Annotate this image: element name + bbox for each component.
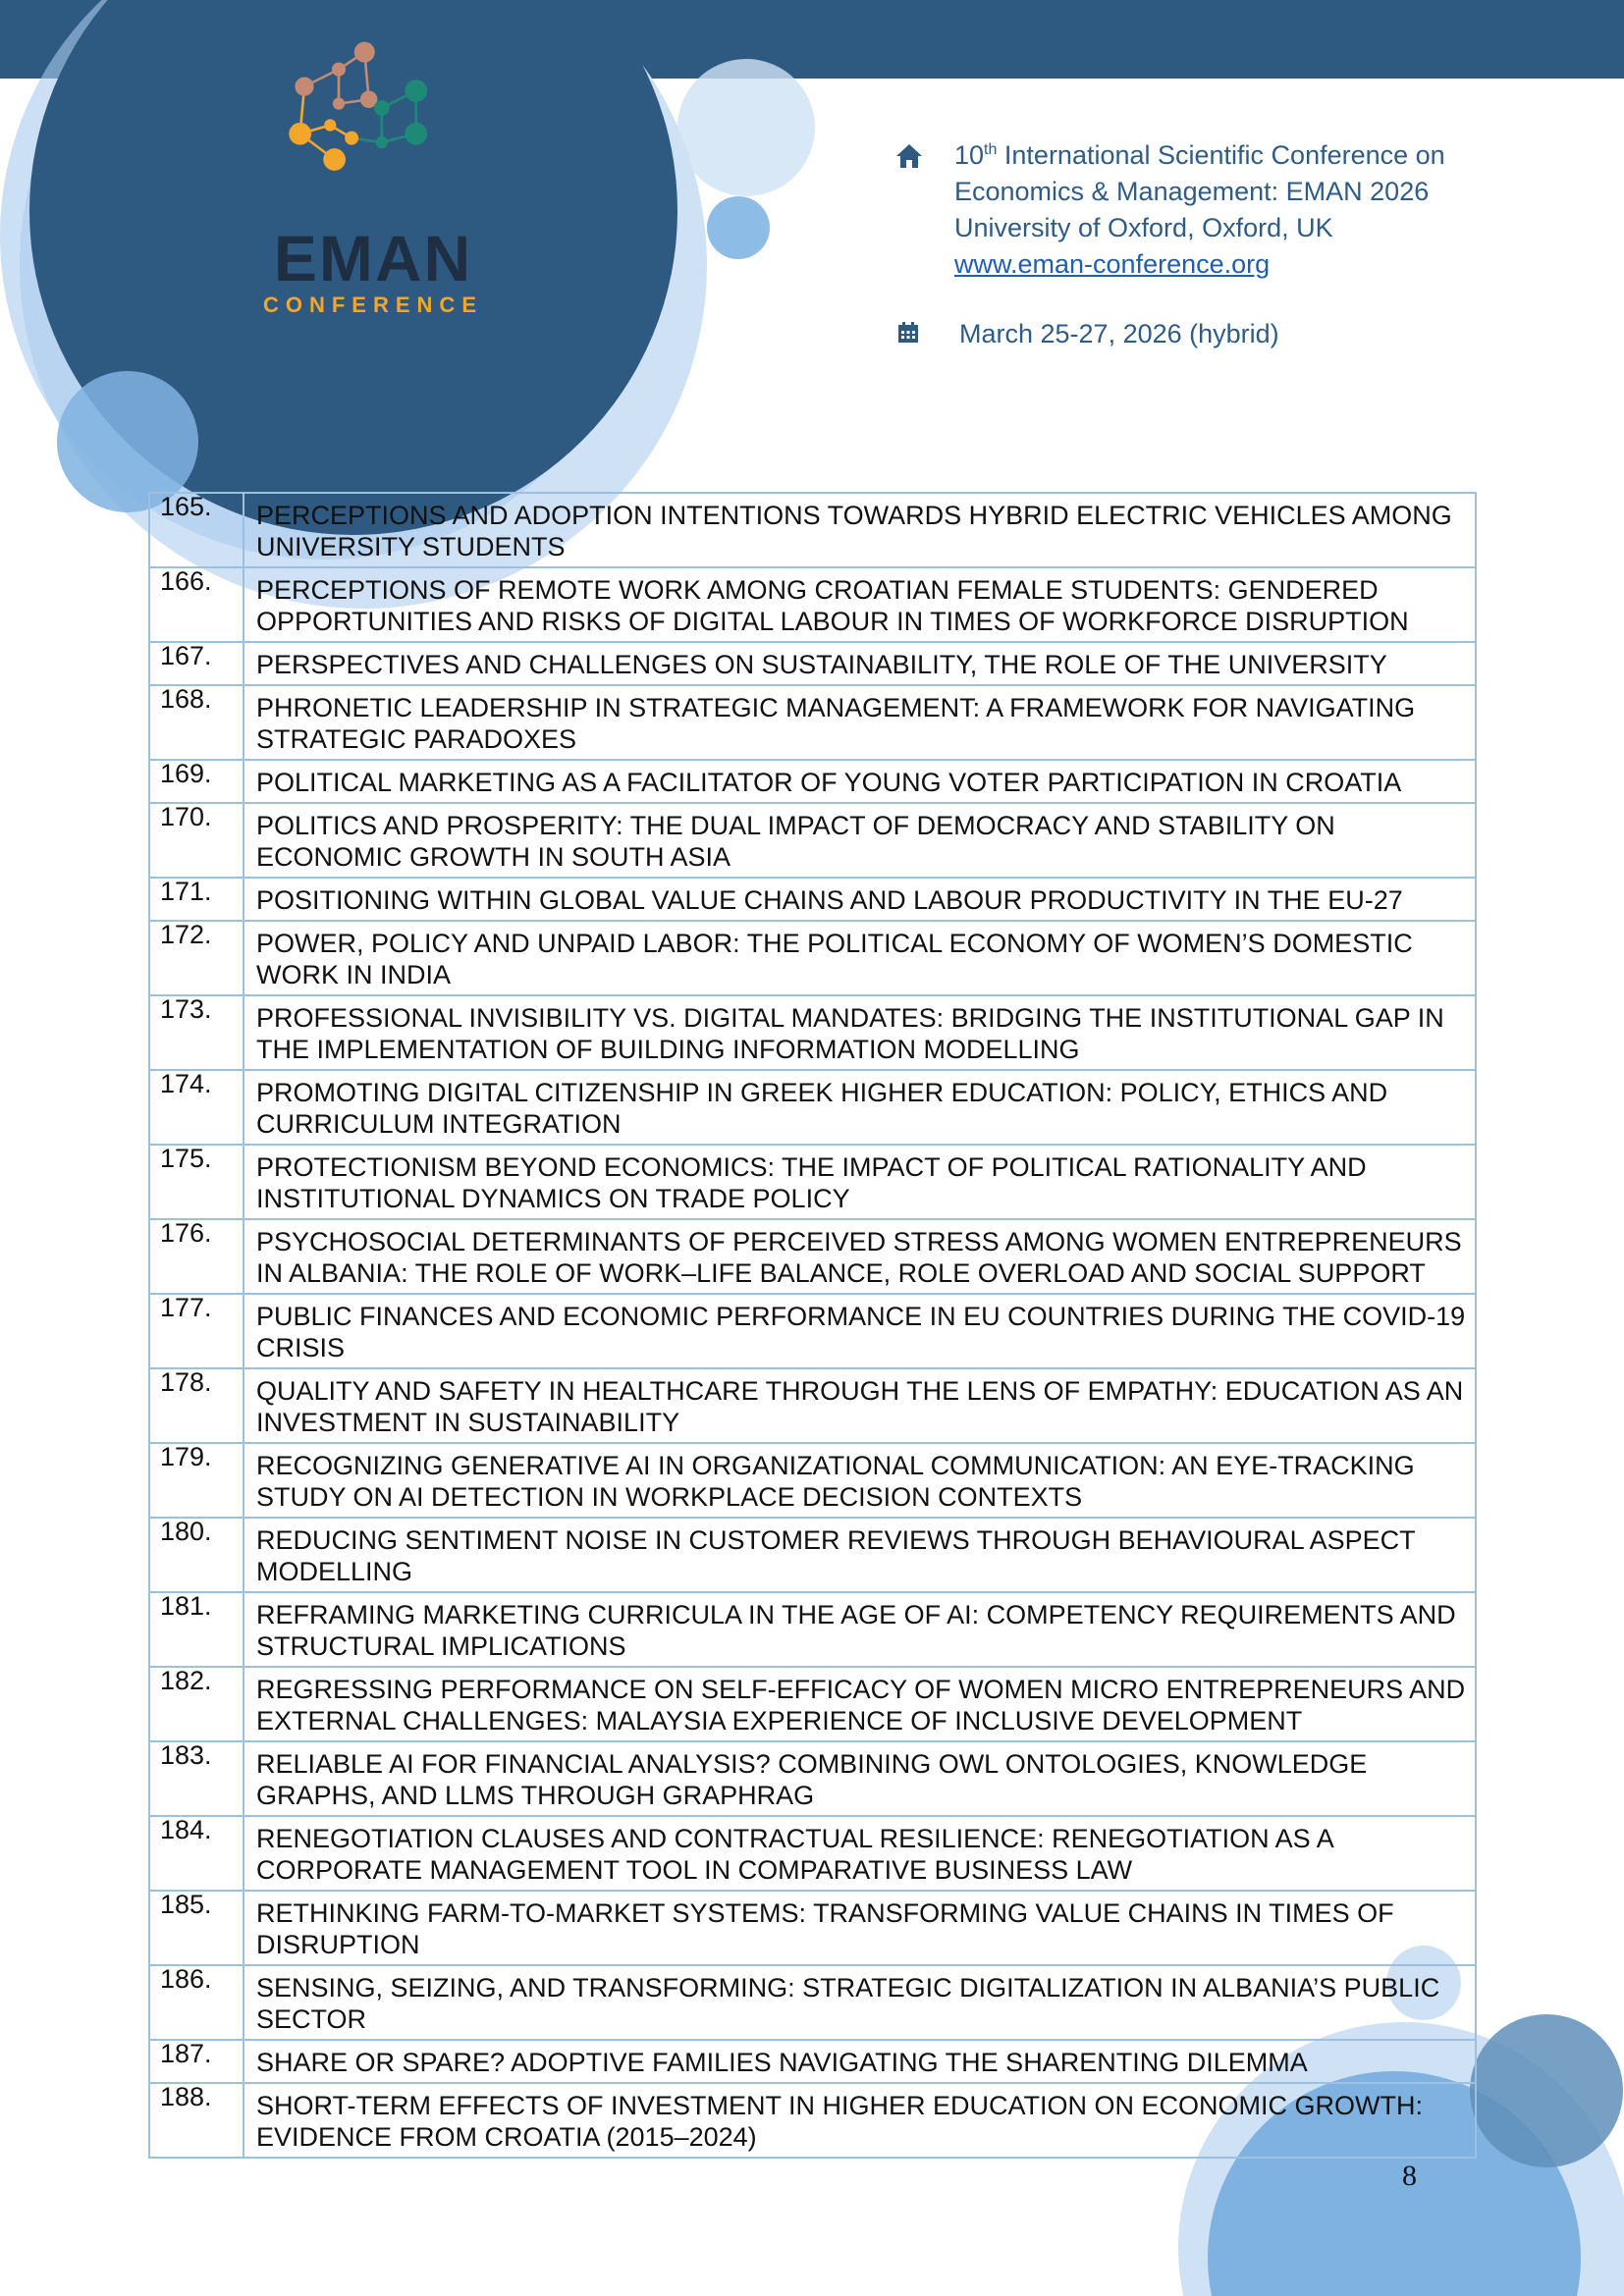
conference-title: International Scientific Conference on Economics & Management: EMAN 2026 bbox=[954, 140, 1445, 206]
paper-number: 165. bbox=[160, 492, 212, 521]
paper-title: SHARE OR SPARE? ADOPTIVE FAMILIES NAVIGATING THE SHARENTING DILEMMA bbox=[244, 2040, 1476, 2083]
paper-number: 170. bbox=[160, 802, 212, 831]
paper-title: PROTECTIONISM BEYOND ECONOMICS: THE IMPACT OF POLITICAL RATIONALITY AND INSTITUTIONAL DYNAMICS ON TRADE POLICY bbox=[244, 1145, 1476, 1219]
conference-ordinal: 10 bbox=[954, 140, 985, 170]
table-row bbox=[149, 2040, 1476, 2083]
paper-number: 179. bbox=[160, 1442, 212, 1471]
paper-list-table bbox=[148, 492, 1477, 2159]
table-row bbox=[149, 1592, 1476, 1667]
paper-number-cell bbox=[149, 1294, 244, 1368]
paper-number-cell bbox=[149, 1592, 244, 1667]
logo-subtitle: CONFERENCE bbox=[262, 293, 483, 317]
paper-number-cell bbox=[149, 642, 244, 685]
paper-number: 185. bbox=[160, 1890, 212, 1919]
paper-number-cell bbox=[149, 1965, 244, 2040]
paper-number-cell bbox=[149, 1368, 244, 1443]
conference-details bbox=[954, 137, 1504, 283]
table-row bbox=[149, 803, 1476, 878]
paper-number: 184. bbox=[160, 1815, 212, 1844]
paper-title: REDUCING SENTIMENT NOISE IN CUSTOMER REVIEWS THROUGH BEHAVIOURAL ASPECT MODELLING bbox=[244, 1518, 1476, 1592]
table-row bbox=[149, 1667, 1476, 1741]
paper-number-cell bbox=[149, 567, 244, 642]
paper-title: PERSPECTIVES AND CHALLENGES ON SUSTAINABILITY, THE ROLE OF THE UNIVERSITY bbox=[244, 642, 1476, 685]
paper-number: 187. bbox=[160, 2039, 212, 2068]
table-row bbox=[149, 1518, 1476, 1592]
paper-number: 178. bbox=[160, 1367, 212, 1397]
paper-title: POSITIONING WITHIN GLOBAL VALUE CHAINS AND LABOUR PRODUCTIVITY IN THE EU-27 bbox=[244, 878, 1476, 921]
paper-number-cell bbox=[149, 685, 244, 760]
paper-number-cell bbox=[149, 803, 244, 878]
paper-number: 183. bbox=[160, 1740, 212, 1770]
paper-number-cell bbox=[149, 493, 244, 567]
paper-number: 168. bbox=[160, 684, 212, 714]
paper-number-cell bbox=[149, 921, 244, 995]
paper-number: 188. bbox=[160, 2082, 212, 2111]
paper-title: POWER, POLICY AND UNPAID LABOR: THE POLITICAL ECONOMY OF WOMEN’S DOMESTIC WORK IN INDIA bbox=[244, 921, 1476, 995]
table-row bbox=[149, 567, 1476, 642]
paper-title: RENEGOTIATION CLAUSES AND CONTRACTUAL RESILIENCE: RENEGOTIATION AS A CORPORATE MANAGEMENT TOOL IN COMPARATIVE BUSINESS LAW bbox=[244, 1816, 1476, 1891]
paper-number-cell bbox=[149, 1145, 244, 1219]
paper-number-cell bbox=[149, 1891, 244, 1965]
paper-number-cell bbox=[149, 2083, 244, 2158]
table-row bbox=[149, 1219, 1476, 1294]
table-row bbox=[149, 1145, 1476, 1219]
conference-website-link[interactable]: www.eman-conference.org bbox=[954, 249, 1271, 279]
conference-ordinal-suffix: th bbox=[984, 141, 998, 158]
paper-number: 172. bbox=[160, 920, 212, 949]
paper-number: 176. bbox=[160, 1218, 212, 1248]
table-row bbox=[149, 685, 1476, 760]
paper-title: PERCEPTIONS AND ADOPTION INTENTIONS TOWARDS HYBRID ELECTRIC VEHICLES AMONG UNIVERSITY STUDENTS bbox=[244, 493, 1476, 567]
paper-title: PUBLIC FINANCES AND ECONOMIC PERFORMANCE IN EU COUNTRIES DURING THE COVID-19 CRISIS bbox=[244, 1294, 1476, 1368]
paper-number: 169. bbox=[160, 759, 212, 788]
page-number: 8 bbox=[1402, 2160, 1417, 2192]
table-row bbox=[149, 2083, 1476, 2158]
paper-number-cell bbox=[149, 878, 244, 921]
paper-number-cell bbox=[149, 1219, 244, 1294]
table-row bbox=[149, 1443, 1476, 1518]
paper-number: 182. bbox=[160, 1666, 212, 1695]
paper-number-cell bbox=[149, 1816, 244, 1891]
paper-title: PSYCHOSOCIAL DETERMINANTS OF PERCEIVED STRESS AMONG WOMEN ENTREPRENEURS IN ALBANIA: THE ROLE OF WORK–LIFE BALANCE, ROLE OVERLOAD AND SOCIAL SUPPORT bbox=[244, 1219, 1476, 1294]
paper-title: RETHINKING FARM-TO-MARKET SYSTEMS: TRANSFORMING VALUE CHAINS IN TIMES OF DISRUPTION bbox=[244, 1891, 1476, 1965]
conference-dates: March 25-27, 2026 (hybrid) bbox=[959, 319, 1279, 348]
paper-number-cell bbox=[149, 1741, 244, 1816]
calendar-icon bbox=[897, 322, 919, 344]
table-row bbox=[149, 1816, 1476, 1891]
eman-logo-icon bbox=[275, 39, 471, 177]
paper-title: RELIABLE AI FOR FINANCIAL ANALYSIS? COMBINING OWL ONTOLOGIES, KNOWLEDGE GRAPHS, AND LLMS THROUGH GRAPHRAG bbox=[244, 1741, 1476, 1816]
table-row bbox=[149, 493, 1476, 567]
paper-number-cell bbox=[149, 760, 244, 803]
paper-number: 186. bbox=[160, 1964, 212, 1994]
home-icon bbox=[895, 143, 923, 169]
paper-number: 167. bbox=[160, 641, 212, 670]
table-row bbox=[149, 642, 1476, 685]
paper-number-cell bbox=[149, 1667, 244, 1741]
paper-title: PROMOTING DIGITAL CITIZENSHIP IN GREEK HIGHER EDUCATION: POLICY, ETHICS AND CURRICULUM INTEGRATION bbox=[244, 1070, 1476, 1145]
table-row bbox=[149, 1294, 1476, 1368]
paper-title: QUALITY AND SAFETY IN HEALTHCARE THROUGH THE LENS OF EMPATHY: EDUCATION AS AN INVESTMENT IN SUSTAINABILITY bbox=[244, 1368, 1476, 1443]
paper-number-cell bbox=[149, 995, 244, 1070]
table-row bbox=[149, 1891, 1476, 1965]
table-row bbox=[149, 1368, 1476, 1443]
table-row bbox=[149, 878, 1476, 921]
paper-title: POLITICAL MARKETING AS A FACILITATOR OF YOUNG VOTER PARTICIPATION IN CROATIA bbox=[244, 760, 1476, 803]
paper-number: 173. bbox=[160, 994, 212, 1024]
paper-number-cell bbox=[149, 1518, 244, 1592]
paper-title: PHRONETIC LEADERSHIP IN STRATEGIC MANAGEMENT: A FRAMEWORK FOR NAVIGATING STRATEGIC PARADOXES bbox=[244, 685, 1476, 760]
paper-number: 181. bbox=[160, 1591, 212, 1621]
paper-title: PERCEPTIONS OF REMOTE WORK AMONG CROATIAN FEMALE STUDENTS: GENDERED OPPORTUNITIES AND RISKS OF DIGITAL LABOUR IN TIMES OF WORKFORCE DISRUPTION bbox=[244, 567, 1476, 642]
paper-title: PROFESSIONAL INVISIBILITY VS. DIGITAL MANDATES: BRIDGING THE INSTITUTIONAL GAP IN THE IMPLEMENTATION OF BUILDING INFORMATION MODELLING bbox=[244, 995, 1476, 1070]
paper-number: 171. bbox=[160, 877, 212, 906]
paper-title: SHORT-TERM EFFECTS OF INVESTMENT IN HIGHER EDUCATION ON ECONOMIC GROWTH: EVIDENCE FROM CROATIA (2015–2024) bbox=[244, 2083, 1476, 2158]
paper-title: SENSING, SEIZING, AND TRANSFORMING: STRATEGIC DIGITALIZATION IN ALBANIA’S PUBLIC SECTOR bbox=[244, 1965, 1476, 2040]
paper-number: 180. bbox=[160, 1517, 212, 1546]
paper-number: 174. bbox=[160, 1069, 212, 1098]
table-row bbox=[149, 1741, 1476, 1816]
table-row bbox=[149, 995, 1476, 1070]
paper-number-cell bbox=[149, 1443, 244, 1518]
paper-number-cell bbox=[149, 1070, 244, 1145]
table-row bbox=[149, 1965, 1476, 2040]
paper-number: 177. bbox=[160, 1293, 212, 1322]
logo-wordmark: EMAN bbox=[273, 222, 473, 294]
paper-title: REFRAMING MARKETING CURRICULA IN THE AGE OF AI: COMPETENCY REQUIREMENTS AND STRUCTURAL IMPLICATIONS bbox=[244, 1592, 1476, 1667]
paper-number: 166. bbox=[160, 566, 212, 596]
paper-number: 175. bbox=[160, 1144, 212, 1173]
paper-title: RECOGNIZING GENERATIVE AI IN ORGANIZATIONAL COMMUNICATION: AN EYE-TRACKING STUDY ON AI DETECTION IN WORKPLACE DECISION CONTEXTS bbox=[244, 1443, 1476, 1518]
table-row bbox=[149, 1070, 1476, 1145]
paper-title: REGRESSING PERFORMANCE ON SELF-EFFICACY OF WOMEN MICRO ENTREPRENEURS AND EXTERNAL CHALLENGES: MALAYSIA EXPERIENCE OF INCLUSIVE DEVELOPMENT bbox=[244, 1667, 1476, 1741]
table-row bbox=[149, 921, 1476, 995]
paper-number-cell bbox=[149, 2040, 244, 2083]
table-row bbox=[149, 760, 1476, 803]
conference-location: University of Oxford, Oxford, UK bbox=[954, 213, 1333, 242]
paper-title: POLITICS AND PROSPERITY: THE DUAL IMPACT OF DEMOCRACY AND STABILITY ON ECONOMIC GROWTH IN SOUTH ASIA bbox=[244, 803, 1476, 878]
